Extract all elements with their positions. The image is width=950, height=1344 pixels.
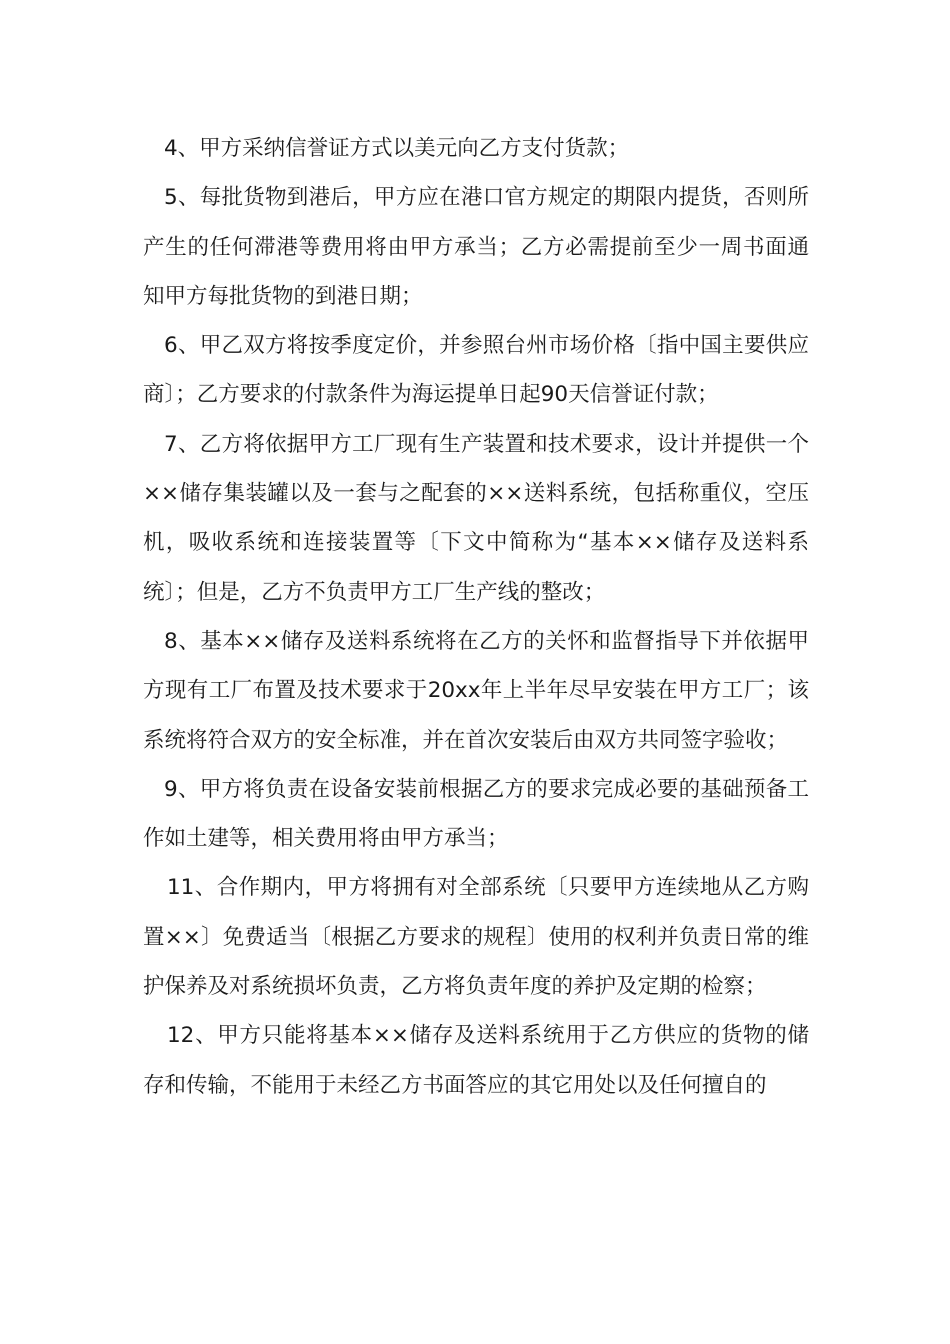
clause-6: 6、甲乙双方将按季度定价，并参照台州市场价格〔指中国主要供应商〕；乙方要求的付款条件为海运提单日起90天信誉证付款； bbox=[143, 333, 809, 408]
clause-5: 5、每批货物到港后，甲方应在港口官方规定的期限内提货，否则所产生的任何滞港等费用将由甲方承当；乙方必需提前至少一周书面通知甲方每批货物的到港日期； bbox=[143, 185, 809, 309]
clause-7: 7、乙方将依据甲方工厂现有生产装置和技术要求，设计并提供一个××储存集装罐以及一套与之配套的××送料系统，包括称重仪，空压机，吸收系统和连接装置等〔下文中简称为“基本××储存及送料系统〕；但是，乙方不负责甲方工厂生产线的整改； bbox=[143, 431, 809, 605]
clause-11: 11、合作期内，甲方将拥有对全部系统〔只要甲方连续地从乙方购置××〕免费适当〔根据乙方要求的规程〕使用的权利并负责日常的维护保养及对系统损坏负责，乙方将负责年度的养护及定期的检察； bbox=[143, 875, 809, 1000]
clause-9: 9、甲方将负责在设备安装前根据乙方的要求完成必要的基础预备工作如土建等，相关费用将由甲方承当； bbox=[143, 776, 809, 852]
clause-12: 12、甲方只能将基本××储存及送料系统用于乙方供应的货物的储存和传输，不能用于未经乙方书面答应的其它用处以及任何擅自的 bbox=[143, 1023, 809, 1098]
clause-4: 4、甲方采纳信誉证方式以美元向乙方支付货款； bbox=[164, 136, 630, 161]
clause-8: 8、基本××储存及送料系统将在乙方的关怀和监督指导下并依据甲方现有工厂布置及技术要求于20xx年上半年尽早安装在甲方工厂；该系统将符合双方的安全标准，并在首次安装后由双方共同签字验收； bbox=[143, 628, 809, 753]
document-body bbox=[143, 124, 809, 1110]
